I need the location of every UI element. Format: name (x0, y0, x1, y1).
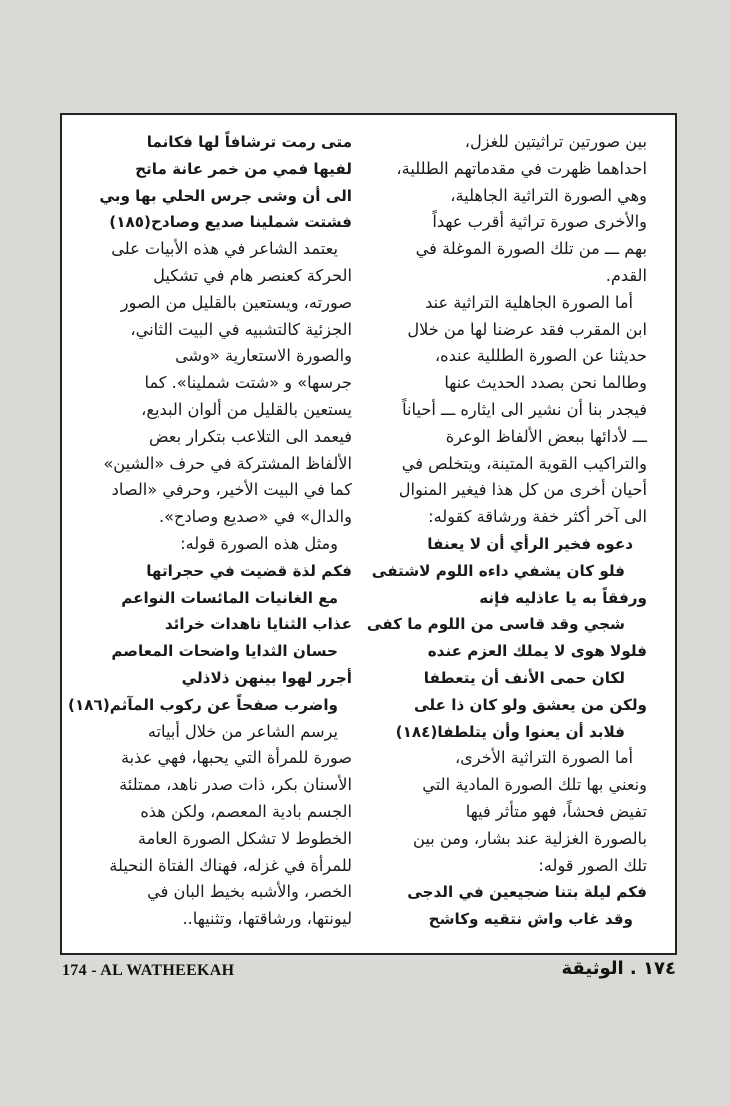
text-line: وهي الصورة التراثية الجاهلية، (450, 185, 647, 205)
verse-line: لكان حمى الأنف أن يتعطفا (423, 668, 625, 687)
text-line: أما الصورة التراثية الأخرى، (454, 748, 633, 768)
text-line: الخصر، والأشبه بخيط البان في (147, 882, 352, 902)
right-column (366, 129, 647, 933)
text-line: صورته، ويستعين بالقليل من الصور (120, 292, 352, 312)
verse-line: فكم لذة قضيت في حجراتها (146, 561, 352, 580)
text-line: فيعمد الى التلاعب بتكرار بعض (148, 426, 352, 446)
verse-line: ولكن من يعشق ولو كان ذا على (414, 695, 647, 714)
verse-line: أجرر لهوا بينهن ذلاذلي (181, 668, 352, 687)
verse-line: مع الغانيات المائسات النواعم (121, 588, 338, 607)
footer-page-label-arabic: ١٧٤ . الوثيقة (561, 958, 676, 979)
text-line: ـــ لأدائها ببعض الألفاظ الوعرة (445, 426, 647, 446)
verse-line: فشتت شملينا صديع وصادح(١٨٥) (109, 213, 352, 232)
text-line: أحيان أخرى من كل هذا فيغير المنوال (398, 480, 647, 500)
verse-line: شجي وقد قاسى من اللوم ما كفى (366, 615, 625, 634)
text-line: بهم ـــ من تلك الصورة الموغلة في (415, 239, 647, 259)
text-line: الأسنان بكر، ذات صدر ناهد، ممتلئة (119, 775, 352, 795)
verse-line: حسان الثدايا واضحات المعاصم (111, 642, 338, 661)
verse-line: فلو كان يشفي داءه اللوم لاشتفى (371, 561, 625, 580)
verse-line: ورفقاً به يا عاذليه فإنه (479, 588, 647, 607)
text-line: ابن المقرب فقد عرضنا لها من خلال (407, 319, 647, 339)
verse-line: فلولا هوى لا يملك العزم عنده (427, 642, 647, 661)
text-line: للمرأة في غزله، فهناك الفتاة النحيلة (109, 855, 352, 875)
text-line: كما في البيت الأخير، وحرفي «الصاد (111, 480, 352, 500)
verse-line: عذاب الثنايا ناهدات خرائد (164, 615, 352, 634)
text-line: صورة للمرأة التي يحبها، فهي عذبة (121, 748, 352, 768)
page-frame (60, 113, 677, 955)
text-line: ليونتها، ورشاقتها، وتثنيها.. (182, 909, 352, 929)
verse-line: لفيها فمي من خمر عانة ماتح (135, 159, 352, 178)
verse-line: الى أن وشى جرس الحلي بها وبي (99, 186, 352, 205)
text-line: والتراكيب القوية المتينة، ويتخلص في (401, 453, 647, 473)
text-line: أما الصورة الجاهلية التراثية عند (425, 292, 633, 312)
text-line: جرسها» و «شتت شملينا». كما (144, 373, 352, 393)
text-line: يعتمد الشاعر في هذه الأبيات على (111, 239, 338, 259)
text-line: الجزئية كالتشبيه في البيت الثاني، (130, 319, 352, 339)
text-line: بين صورتين تراثيتين للغزل، (464, 132, 647, 151)
text-line: تفيض فحشاً، فهو متأثر فيها (465, 801, 647, 821)
text-line: يستعين بالقليل من ألوان البديع، (141, 399, 352, 419)
text-line: والأخرى صورة تراثية أقرب عهداً (432, 212, 647, 232)
text-line: تلك الصور قوله: (538, 855, 647, 875)
verse-line: وقد غاب واش نتقيه وكاشح (428, 910, 633, 929)
text-line: القدم. (605, 265, 647, 285)
text-line: الجسم بادية المعصم، ولكن هذه (140, 801, 352, 821)
text-line: الحركة كعنصر هام في تشكيل (153, 265, 352, 285)
text-line: ونعني بها تلك الصورة المادية التي (422, 775, 647, 795)
text-line: بالصورة الغزلية عند بشار، ومن بين (413, 828, 647, 848)
text-line: وطالما نحن بصدد الحديث عنها (444, 373, 647, 393)
text-line: حديثنا عن الصورة الطللية عنده، (434, 346, 647, 366)
text-line: ومثل هذه الصورة قوله: (180, 533, 338, 553)
text-line: الخطوط لا تشكل الصورة العامة (137, 828, 352, 848)
verse-line: واضرب صفحاً عن ركوب المآثم(١٨٦) (68, 695, 338, 714)
text-line: احداهما ظهرت في مقدماتهم الطللية، (396, 158, 647, 178)
verse-line: فكم ليلة بتنا ضجيعين في الدجى (407, 883, 647, 902)
left-column (68, 129, 352, 933)
text-line: فيجدر بنا أن نشير الى ايثاره ـــ أحياناً (402, 399, 647, 419)
footer-page-label-latin: 174 - AL WATHEEKAH (62, 962, 235, 979)
verse-line: دعوه فخير الرأي أن لا يعنفا (427, 534, 633, 553)
text-line: والدال» في «صديع وصادح». (158, 507, 352, 527)
text-line: يرسم الشاعر من خلال أبياته (147, 721, 338, 741)
text-line: والصورة الاستعارية «وشى (175, 346, 352, 366)
verse-line: متى رمت ترشافاً لها فكانما (146, 133, 352, 151)
text-line: الألفاظ المشتركة في حرف «الشين» (103, 453, 352, 473)
text-line: الى آخر أكثر خفة ورشاقة كقوله: (428, 507, 647, 527)
verse-line: فلابد أن يعنوا وأن يتلطفا(١٨٤) (395, 722, 625, 741)
